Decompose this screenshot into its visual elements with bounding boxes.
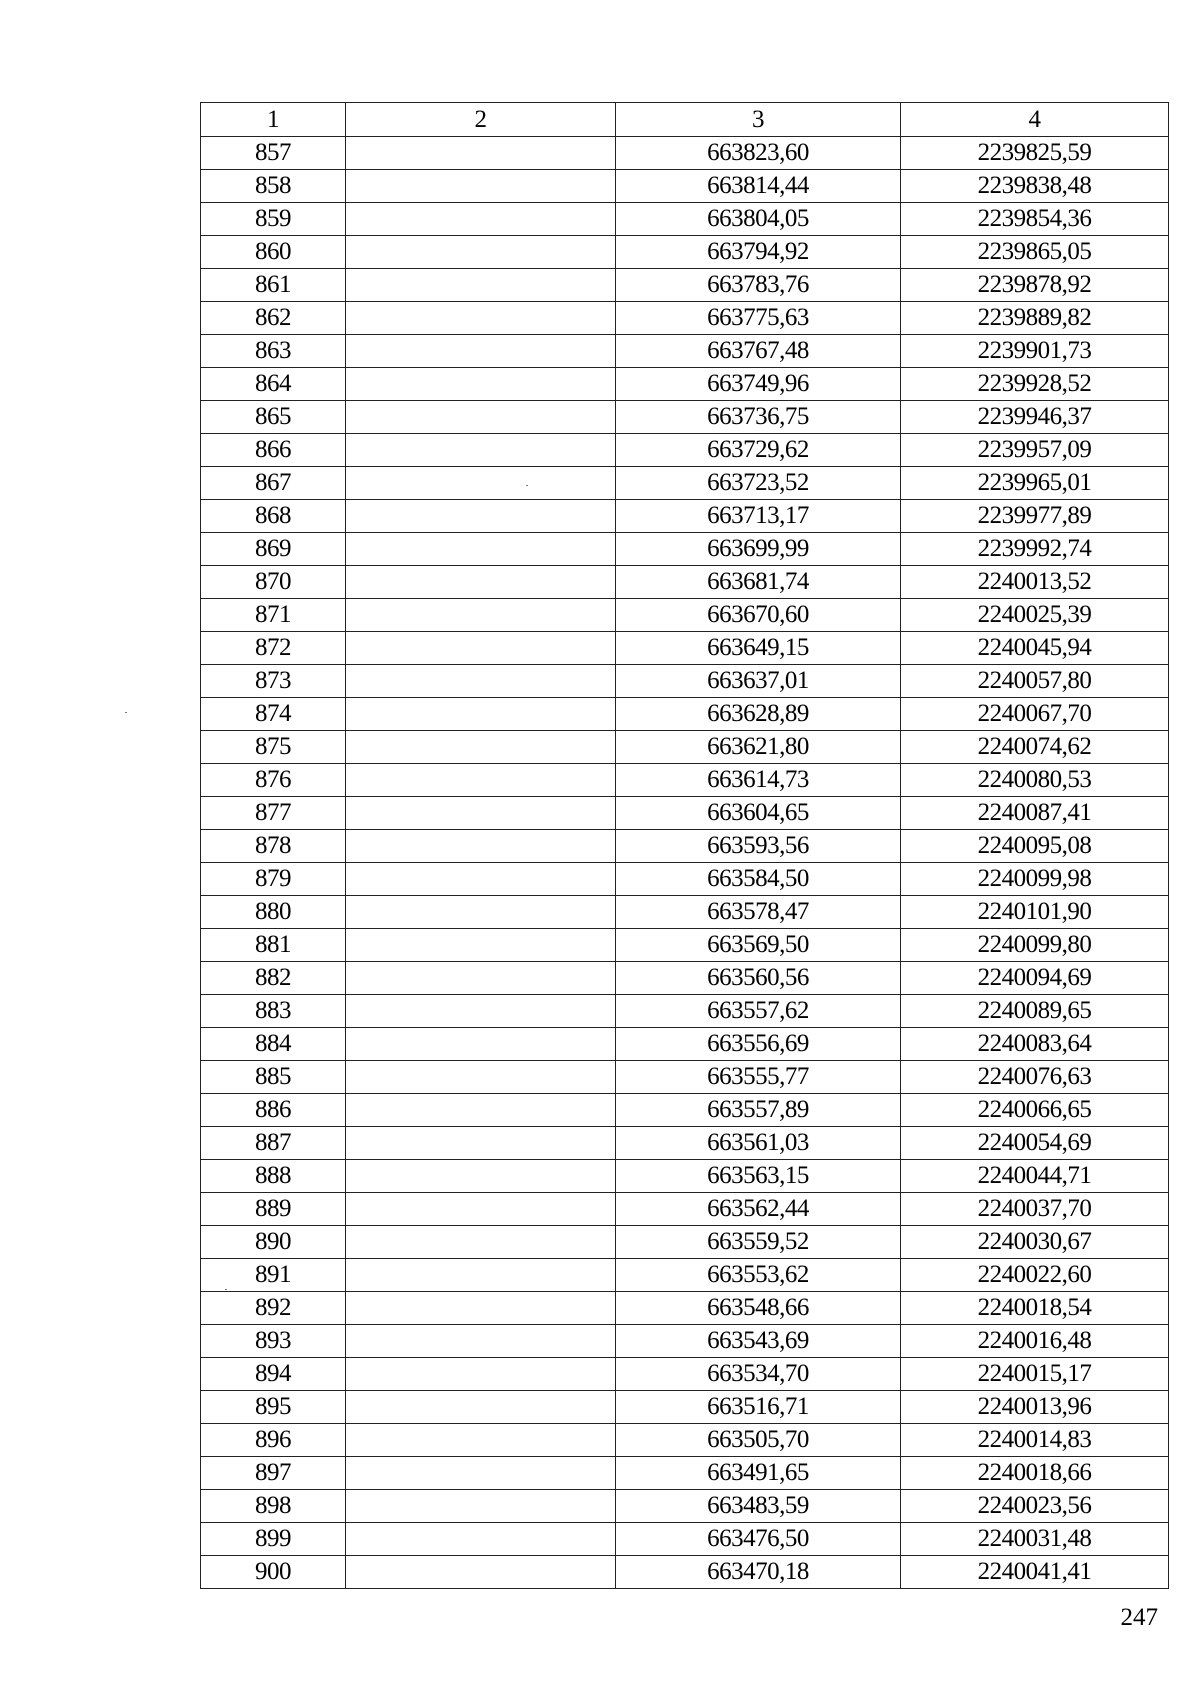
point-number-cell: 870 [201,566,346,599]
y-coordinate-cell: 2240022,60 [901,1259,1169,1292]
empty-cell [346,797,616,830]
empty-cell [346,500,616,533]
table-row [201,731,1169,764]
table-row [201,269,1169,302]
x-coordinate-cell: 663555,77 [616,1061,901,1094]
x-coordinate-cell: 663794,92 [616,236,901,269]
empty-cell [346,764,616,797]
y-coordinate-cell: 2240074,62 [901,731,1169,764]
y-coordinate-cell: 2240083,64 [901,1028,1169,1061]
empty-cell [346,203,616,236]
point-number-cell: 875 [201,731,346,764]
point-number-cell: 877 [201,797,346,830]
table-row [201,137,1169,170]
table-row [201,797,1169,830]
table-row [201,566,1169,599]
point-number-cell: 883 [201,995,346,1028]
table-row [201,830,1169,863]
y-coordinate-cell: 2240023,56 [901,1490,1169,1523]
y-coordinate-cell: 2240044,71 [901,1160,1169,1193]
empty-cell [346,1094,616,1127]
point-number-cell: 864 [201,368,346,401]
table-row [201,962,1169,995]
y-coordinate-cell: 2240025,39 [901,599,1169,632]
x-coordinate-cell: 663593,56 [616,830,901,863]
table-row [201,929,1169,962]
y-coordinate-cell: 2240031,48 [901,1523,1169,1556]
y-coordinate-cell: 2240087,41 [901,797,1169,830]
empty-cell [346,1358,616,1391]
x-coordinate-cell: 663749,96 [616,368,901,401]
empty-cell [346,1226,616,1259]
point-number-cell: 893 [201,1325,346,1358]
y-coordinate-cell: 2239928,52 [901,368,1169,401]
point-number-cell: 891 [201,1259,346,1292]
table-row [201,434,1169,467]
empty-cell [346,1556,616,1589]
empty-cell [346,434,616,467]
y-coordinate-cell: 2239889,82 [901,302,1169,335]
empty-cell [346,137,616,170]
x-coordinate-cell: 663557,62 [616,995,901,1028]
point-number-cell: 880 [201,896,346,929]
point-number-cell: 867 [201,467,346,500]
x-coordinate-cell: 663681,74 [616,566,901,599]
table-row [201,1391,1169,1424]
y-coordinate-cell: 2240018,66 [901,1457,1169,1490]
y-coordinate-cell: 2240095,08 [901,830,1169,863]
empty-cell [346,995,616,1028]
table-row [201,401,1169,434]
point-number-cell: 885 [201,1061,346,1094]
empty-cell [346,368,616,401]
y-coordinate-cell: 2239977,89 [901,500,1169,533]
y-coordinate-cell: 2239825,59 [901,137,1169,170]
x-coordinate-cell: 663557,89 [616,1094,901,1127]
coordinates-table [200,102,1169,1589]
x-coordinate-cell: 663491,65 [616,1457,901,1490]
y-coordinate-cell: 2240067,70 [901,698,1169,731]
empty-cell [346,731,616,764]
scan-speck [526,485,528,486]
y-coordinate-cell: 2240099,80 [901,929,1169,962]
x-coordinate-cell: 663649,15 [616,632,901,665]
point-number-cell: 871 [201,599,346,632]
y-coordinate-cell: 2239992,74 [901,533,1169,566]
y-coordinate-cell: 2240045,94 [901,632,1169,665]
x-coordinate-cell: 663775,63 [616,302,901,335]
point-number-cell: 873 [201,665,346,698]
empty-cell [346,1391,616,1424]
empty-cell [346,1424,616,1457]
point-number-cell: 890 [201,1226,346,1259]
x-coordinate-cell: 663563,15 [616,1160,901,1193]
table-row [201,1292,1169,1325]
table-row [201,1193,1169,1226]
table-row [201,1325,1169,1358]
table-row [201,1061,1169,1094]
empty-cell [346,335,616,368]
table-row [201,1424,1169,1457]
empty-cell [346,1457,616,1490]
y-coordinate-cell: 2240089,65 [901,995,1169,1028]
y-coordinate-cell: 2240013,52 [901,566,1169,599]
table-row [201,170,1169,203]
point-number-cell: 876 [201,764,346,797]
point-number-cell: 878 [201,830,346,863]
x-coordinate-cell: 663823,60 [616,137,901,170]
empty-cell [346,1523,616,1556]
x-coordinate-cell: 663534,70 [616,1358,901,1391]
table-header-row [201,103,1169,137]
table-row [201,302,1169,335]
empty-cell [346,1325,616,1358]
x-coordinate-cell: 663562,44 [616,1193,901,1226]
point-number-cell: 857 [201,137,346,170]
x-coordinate-cell: 663729,62 [616,434,901,467]
y-coordinate-cell: 2239838,48 [901,170,1169,203]
x-coordinate-cell: 663614,73 [616,764,901,797]
table-row [201,1457,1169,1490]
point-number-cell: 861 [201,269,346,302]
x-coordinate-cell: 663505,70 [616,1424,901,1457]
table-row [201,665,1169,698]
point-number-cell: 895 [201,1391,346,1424]
table-row [201,335,1169,368]
y-coordinate-cell: 2240013,96 [901,1391,1169,1424]
y-coordinate-cell: 2239965,01 [901,467,1169,500]
table-row [201,467,1169,500]
point-number-cell: 892 [201,1292,346,1325]
empty-cell [346,1061,616,1094]
y-coordinate-cell: 2240094,69 [901,962,1169,995]
empty-cell [346,863,616,896]
y-coordinate-cell: 2239878,92 [901,269,1169,302]
x-coordinate-cell: 663578,47 [616,896,901,929]
table-row [201,1127,1169,1160]
point-number-cell: 888 [201,1160,346,1193]
table-row [201,1226,1169,1259]
empty-cell [346,896,616,929]
point-number-cell: 884 [201,1028,346,1061]
empty-cell [346,1193,616,1226]
point-number-cell: 868 [201,500,346,533]
point-number-cell: 879 [201,863,346,896]
x-coordinate-cell: 663699,99 [616,533,901,566]
point-number-cell: 866 [201,434,346,467]
point-number-cell: 899 [201,1523,346,1556]
table-row [201,533,1169,566]
empty-cell [346,467,616,500]
empty-cell [346,962,616,995]
point-number-cell: 900 [201,1556,346,1589]
point-number-cell: 865 [201,401,346,434]
x-coordinate-cell: 663767,48 [616,335,901,368]
point-number-cell: 869 [201,533,346,566]
point-number-cell: 882 [201,962,346,995]
point-number-cell: 859 [201,203,346,236]
empty-cell [346,1127,616,1160]
x-coordinate-cell: 663637,01 [616,665,901,698]
empty-cell [346,533,616,566]
y-coordinate-cell: 2239865,05 [901,236,1169,269]
point-number-cell: 887 [201,1127,346,1160]
x-coordinate-cell: 663804,05 [616,203,901,236]
column-header-3: 3 [616,103,901,137]
y-coordinate-cell: 2240066,65 [901,1094,1169,1127]
table-row [201,368,1169,401]
y-coordinate-cell: 2239957,09 [901,434,1169,467]
table-row [201,1094,1169,1127]
y-coordinate-cell: 2240014,83 [901,1424,1169,1457]
empty-cell [346,566,616,599]
point-number-cell: 860 [201,236,346,269]
table-row [201,1490,1169,1523]
x-coordinate-cell: 663516,71 [616,1391,901,1424]
column-header-1: 1 [201,103,346,137]
y-coordinate-cell: 2240076,63 [901,1061,1169,1094]
scan-speck [225,1289,227,1290]
point-number-cell: 889 [201,1193,346,1226]
x-coordinate-cell: 663736,75 [616,401,901,434]
page-number: 247 [1120,1604,1158,1631]
y-coordinate-cell: 2239854,36 [901,203,1169,236]
x-coordinate-cell: 663584,50 [616,863,901,896]
empty-cell [346,1028,616,1061]
x-coordinate-cell: 663604,65 [616,797,901,830]
table-row [201,896,1169,929]
y-coordinate-cell: 2239901,73 [901,335,1169,368]
point-number-cell: 874 [201,698,346,731]
y-coordinate-cell: 2239946,37 [901,401,1169,434]
table-row [201,632,1169,665]
point-number-cell: 858 [201,170,346,203]
table-row [201,1556,1169,1589]
empty-cell [346,401,616,434]
point-number-cell: 898 [201,1490,346,1523]
point-number-cell: 872 [201,632,346,665]
y-coordinate-cell: 2240016,48 [901,1325,1169,1358]
table-row [201,599,1169,632]
y-coordinate-cell: 2240099,98 [901,863,1169,896]
x-coordinate-cell: 663814,44 [616,170,901,203]
table-row [201,1358,1169,1391]
point-number-cell: 896 [201,1424,346,1457]
empty-cell [346,1292,616,1325]
empty-cell [346,632,616,665]
x-coordinate-cell: 663783,76 [616,269,901,302]
empty-cell [346,665,616,698]
y-coordinate-cell: 2240018,54 [901,1292,1169,1325]
point-number-cell: 886 [201,1094,346,1127]
x-coordinate-cell: 663561,03 [616,1127,901,1160]
x-coordinate-cell: 663723,52 [616,467,901,500]
table-row [201,698,1169,731]
empty-cell [346,929,616,962]
scan-speck [125,712,127,713]
y-coordinate-cell: 2240041,41 [901,1556,1169,1589]
column-header-4: 4 [901,103,1169,137]
point-number-cell: 881 [201,929,346,962]
x-coordinate-cell: 663476,50 [616,1523,901,1556]
y-coordinate-cell: 2240080,53 [901,764,1169,797]
table-row [201,236,1169,269]
y-coordinate-cell: 2240054,69 [901,1127,1169,1160]
empty-cell [346,830,616,863]
table-row [201,1523,1169,1556]
x-coordinate-cell: 663556,69 [616,1028,901,1061]
empty-cell [346,170,616,203]
x-coordinate-cell: 663553,62 [616,1259,901,1292]
point-number-cell: 897 [201,1457,346,1490]
table-row [201,203,1169,236]
table-row [201,995,1169,1028]
table-row [201,863,1169,896]
empty-cell [346,698,616,731]
x-coordinate-cell: 663543,69 [616,1325,901,1358]
y-coordinate-cell: 2240101,90 [901,896,1169,929]
x-coordinate-cell: 663670,60 [616,599,901,632]
table-row [201,1259,1169,1292]
table-row [201,1028,1169,1061]
y-coordinate-cell: 2240030,67 [901,1226,1169,1259]
table-row [201,500,1169,533]
point-number-cell: 862 [201,302,346,335]
empty-cell [346,236,616,269]
empty-cell [346,302,616,335]
x-coordinate-cell: 663628,89 [616,698,901,731]
table-row [201,764,1169,797]
empty-cell [346,269,616,302]
point-number-cell: 894 [201,1358,346,1391]
column-header-2: 2 [346,103,616,137]
point-number-cell: 863 [201,335,346,368]
y-coordinate-cell: 2240057,80 [901,665,1169,698]
empty-cell [346,1490,616,1523]
x-coordinate-cell: 663548,66 [616,1292,901,1325]
y-coordinate-cell: 2240037,70 [901,1193,1169,1226]
x-coordinate-cell: 663713,17 [616,500,901,533]
empty-cell [346,1259,616,1292]
x-coordinate-cell: 663621,80 [616,731,901,764]
empty-cell [346,599,616,632]
y-coordinate-cell: 2240015,17 [901,1358,1169,1391]
x-coordinate-cell: 663470,18 [616,1556,901,1589]
table-body [201,137,1169,1589]
x-coordinate-cell: 663560,56 [616,962,901,995]
table-row [201,1160,1169,1193]
empty-cell [346,1160,616,1193]
x-coordinate-cell: 663483,59 [616,1490,901,1523]
x-coordinate-cell: 663569,50 [616,929,901,962]
x-coordinate-cell: 663559,52 [616,1226,901,1259]
